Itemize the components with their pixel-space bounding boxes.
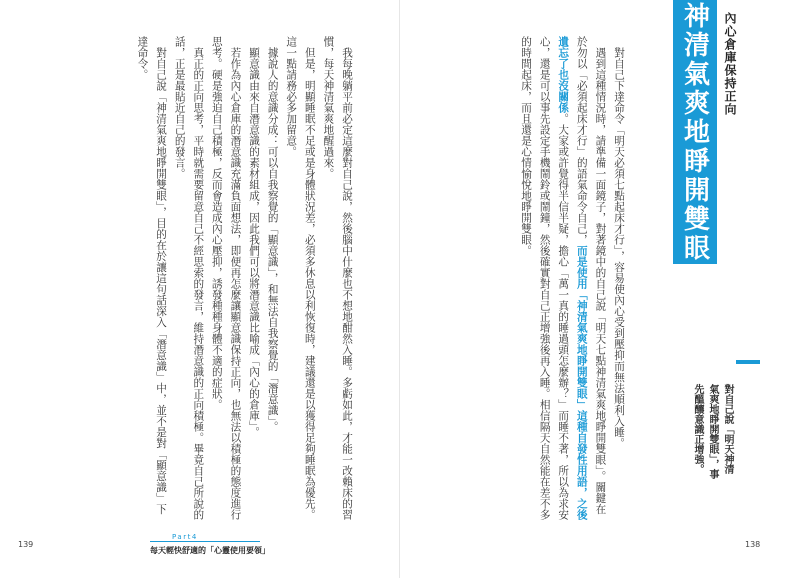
caption-accent-bar [736,360,760,364]
paragraph: 顯意識由來自潛意識的素材組成，因此我們可以將潛意識比喻成「內心的倉庫」。 [248,46,261,438]
left-body-text [56,36,356,520]
paragraph: 若作為內心倉庫的潛意識充滿負面想法，即便再怎麼讓顯意識保持正向，也無法以積極的態度進行思考。硬是強迫自己積極，反而會造成內心壓抑，誘發種種身體不適的症狀。 [210,36,242,520]
page-number-left: 139 [18,540,34,549]
paragraph-text: 。大家或許覺得半信半疑，擔心「萬一真的睡過頭怎麼辦？」而睡不著，所以為求安心，還是可以事先設定手機鬧鈴或鬧鐘，然後確實對自己正增強後再入睡。相信隔天自然能在差不多的時間起床，而且還是心情愉悅地睜開雙眼。 [520,36,570,520]
footer-book-title: 每天輕快舒適的「心靈使用要領」 [150,546,270,555]
paragraph: 對自己下達命令「明天必須七點起床才行」，容易使內心受到壓抑而無法順利入睡。 [613,46,625,449]
caption-text: 對自己說「明天神清氣爽地睜開雙眼」，事先醞釀意識正增強。 [692,384,733,479]
chapter-title: 神清氣爽地睜開雙眼 [673,0,717,264]
paragraph-text: 遇到這種情況時，請準備一面鏡子，對著鏡中的自己說「明天七點神清氣爽地睜開雙眼」。關鍵在於勿以「必須起床才行」的語氣命令自己， [575,36,607,515]
paragraph: 據說人的意識分成：可以自我察覺的「顯意識」，和無法自我察覺的「潛意識」。 [266,46,279,432]
left-page [0,0,399,578]
right-body-text [460,36,628,520]
right-page [400,0,799,578]
paragraph: 但是，明顯睡眠不足或是身體狀況差，必須多休息以利恢復時，建議還是以獲得足夠睡眠為優先。這一點請務必多加留意。 [285,36,316,520]
paragraph [516,36,609,520]
footer-divider [150,541,260,542]
paragraph: 對自己說「神清氣爽地睜開雙眼」，目的在於讓這句話深入「潛意識」中，並不是對「顯意識」下達命令。 [136,36,168,515]
paragraph: 我每晚躺平前必定這麼對自己說，然後腦中什麼也不想地酣然入睡。多虧如此，才能一改賴床的習慣，每天神清氣爽地醒過來。 [322,36,353,520]
paragraph: 真正的正向思考，平時就需要留意自己不經思索的發言，維持潛意識的正向積極。畢竟自己所說的話，正是最貼近自己的發言。 [173,36,205,520]
chapter-subtitle: 內心倉庫保持正向 [723,12,737,116]
highlighted-text: 而是使用「神清氣爽地睜開雙眼」這種自發性用語，之後遺忘了也沒關係 [557,36,588,520]
page-number-right: 138 [745,540,761,549]
footer-part-label: Part4 [172,533,198,541]
